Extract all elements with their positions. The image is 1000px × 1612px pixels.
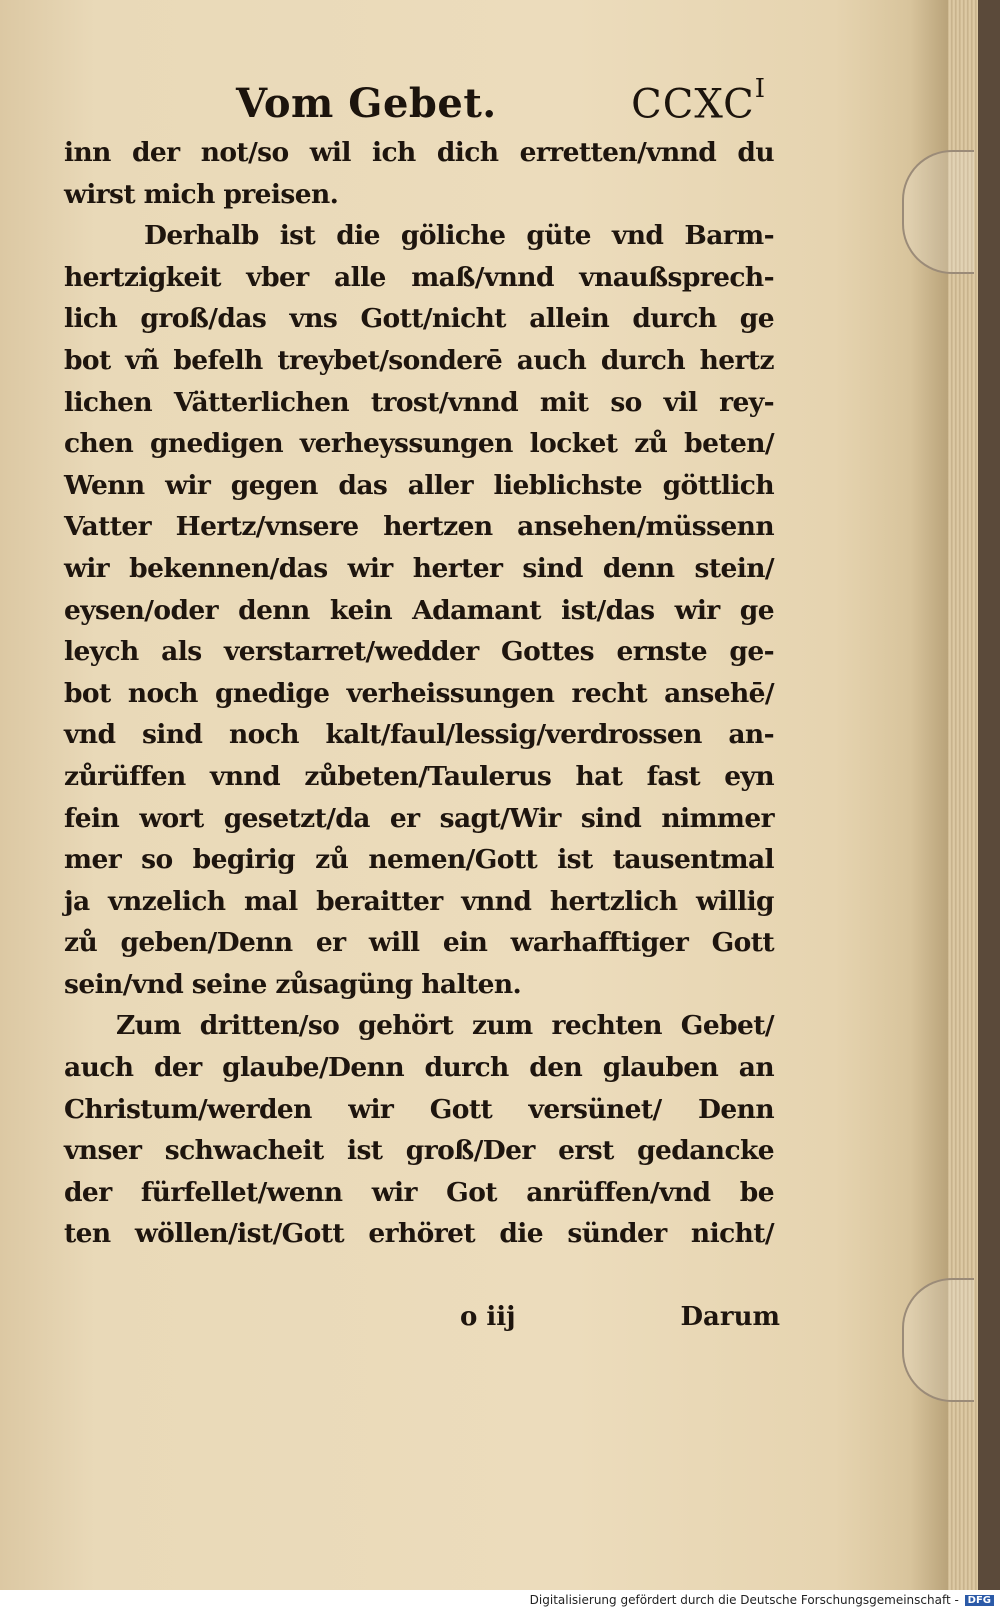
- text-line: fein wort gesetzt/da er sagt/Wir sind nimmer: [64, 802, 774, 834]
- text-line: der fürfellet/wenn wir Got anrüffen/vnd be: [64, 1176, 774, 1208]
- text-line: ten wöllen/ist/Gott erhöret die sünder nicht/: [64, 1218, 774, 1250]
- text-line: zůrüffen vnnd zůbeten/Taulerus hat fast eyn: [64, 760, 774, 792]
- text-line: Wenn wir gegen das aller lieblichste göttlich: [64, 469, 774, 501]
- scanner-backdrop: [978, 0, 1000, 1590]
- text-line: sein/vnd seine zůsagüng halten.: [64, 968, 522, 1000]
- text-line: bot noch gnedige verheissungen recht ansehē/: [64, 677, 774, 709]
- text-line: bot vñ befelh treybet/sonderē auch durch hertz: [64, 344, 774, 376]
- text-line: leych als verstarret/wedder Gottes ernste ge-: [64, 636, 774, 668]
- book-clip-top: [902, 150, 974, 274]
- catchword: Darum: [680, 1302, 780, 1332]
- text-line: inn der not/so wil ich dich erretten/vnnd du: [64, 137, 774, 168]
- folio-roman: CCXC: [631, 81, 755, 128]
- folio-number: [631, 74, 766, 128]
- text-line: vnd sind noch kalt/faul/lessig/verdrossen an-: [64, 719, 774, 751]
- text-line: Vatter Hertz/vnsere hertzen ansehen/müssenn: [64, 511, 774, 543]
- page-footer: [460, 1302, 780, 1342]
- text-line: wir bekennen/das wir herter sind denn stein/: [64, 552, 774, 584]
- signature-mark: o iij: [460, 1302, 516, 1332]
- text-line: wirst mich preisen.: [64, 178, 339, 210]
- credit-text: Digitalisierung gefördert durch die Deutsche Forschungsgemeinschaft -: [529, 1593, 959, 1607]
- credit-bar: [0, 1590, 1000, 1612]
- dfg-logo: DFG: [965, 1595, 994, 1606]
- text-line: auch der glaube/Denn durch den glauben an: [64, 1052, 774, 1084]
- text-line: Zum dritten/so gehört zum rechten Gebet/: [116, 1010, 774, 1042]
- book-clip-bottom: [902, 1278, 974, 1402]
- text-line: zů geben/Denn er will ein warhafftiger Gott: [64, 927, 774, 959]
- text-line: ja vnzelich mal beraitter vnnd hertzlich willig: [64, 885, 774, 917]
- text-line: mer so begirig zů nemen/Gott ist tausentmal: [64, 844, 774, 876]
- text-line: chen gnedigen verheyssungen locket zů beten/: [64, 428, 774, 460]
- text-line: hertzigkeit vber alle maß/vnnd vnaußsprech-: [64, 261, 774, 293]
- text-line: Christum/werden wir Gott versünet/ Denn: [64, 1093, 774, 1125]
- text-line: vnser schwacheit ist groß/Der erst gedancke: [64, 1135, 774, 1167]
- folio-superscript: I: [754, 74, 766, 104]
- running-title: Vom Gebet.: [236, 80, 497, 127]
- funding-credit: [530, 1593, 994, 1607]
- text-line: Derhalb ist die göliche güte vnd Barm-: [144, 220, 774, 252]
- text-line: lichen Vätterlichen trost/vnnd mit so vil rey-: [64, 386, 774, 418]
- text-line: eysen/oder denn kein Adamant ist/das wir ge: [64, 594, 774, 626]
- body-text: [64, 132, 774, 1255]
- text-line: lich groß/das vns Gott/nicht allein durch ge: [64, 303, 774, 335]
